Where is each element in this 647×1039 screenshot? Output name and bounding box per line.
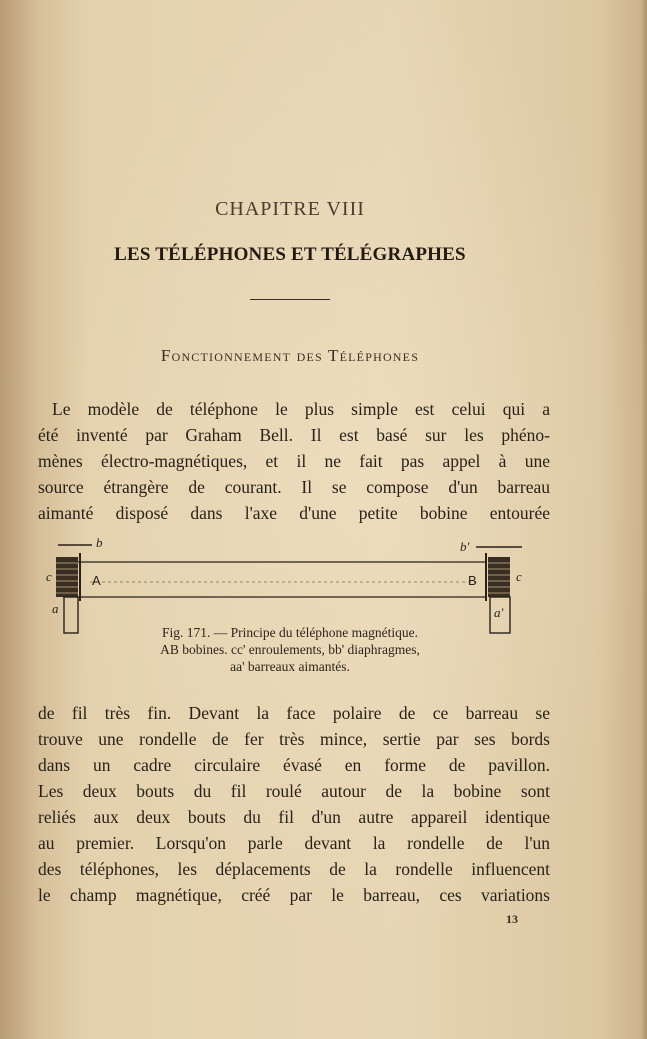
paragraph-2 (38, 700, 550, 908)
paragraph-line: mènes électro-magnétiques, et il ne fait pas appel à une (38, 451, 550, 471)
magnet-left (64, 597, 78, 633)
caption-line: aa' barreaux aimantés. (230, 659, 350, 674)
paragraph-line: source étrangère de courant. Il se compose d'un barreau (38, 477, 550, 497)
label-c-left: c (46, 569, 52, 584)
label-c-right: c (516, 569, 522, 584)
label-b-left: b (96, 535, 103, 550)
page-number: 13 (506, 912, 518, 926)
figure-caption (80, 624, 500, 675)
label-A: A (92, 573, 101, 588)
label-B: B (468, 573, 477, 588)
paragraph-line: Le modèle de téléphone le plus simple est celui qui a (52, 399, 550, 419)
caption-line: AB bobines. cc' enroulements, bb' diaphragmes, (160, 642, 420, 657)
paragraph-line: Les deux bouts du fil roulé autour de la bobine sont (38, 781, 550, 801)
label-a-right: a' (494, 605, 504, 620)
title-divider (250, 299, 330, 300)
paragraph-line: le champ magnétique, créé par le barreau, ces variations (38, 885, 550, 905)
section-heading: Fonctionnement des Téléphones (160, 346, 420, 365)
caption-line: Fig. 171. — Principe du téléphone magnétique. (161, 625, 419, 640)
chapter-number: CHAPITRE VIII (215, 198, 365, 220)
label-a-left: a (52, 601, 59, 616)
paragraph-1 (38, 396, 550, 526)
paragraph-line: au premier. Lorsqu'on parle devant la rondelle de l'un (38, 833, 550, 853)
chapter-title: LES TÉLÉPHONES ET TÉLÉGRAPHES (114, 244, 466, 265)
label-b-right: b' (460, 539, 470, 554)
paragraph-line: dans un cadre circulaire évasé en forme de pavillon. (38, 755, 550, 775)
paragraph-line: été inventé par Graham Bell. Il est basé sur les phéno- (38, 425, 550, 445)
paragraph-line: aimanté disposé dans l'axe d'une petite bobine entourée (38, 503, 550, 523)
paragraph-line: reliés aux deux bouts du fil d'un autre appareil identique (38, 807, 550, 827)
paragraph-line: de fil très fin. Devant la face polaire de ce barreau se (38, 703, 550, 723)
page-edge-shadow (641, 0, 647, 1039)
paragraph-line: des téléphones, les déplacements de la rondelle influencent (38, 859, 550, 879)
paragraph-line: trouve une rondelle de fer très mince, sertie par ses bords (38, 729, 550, 749)
